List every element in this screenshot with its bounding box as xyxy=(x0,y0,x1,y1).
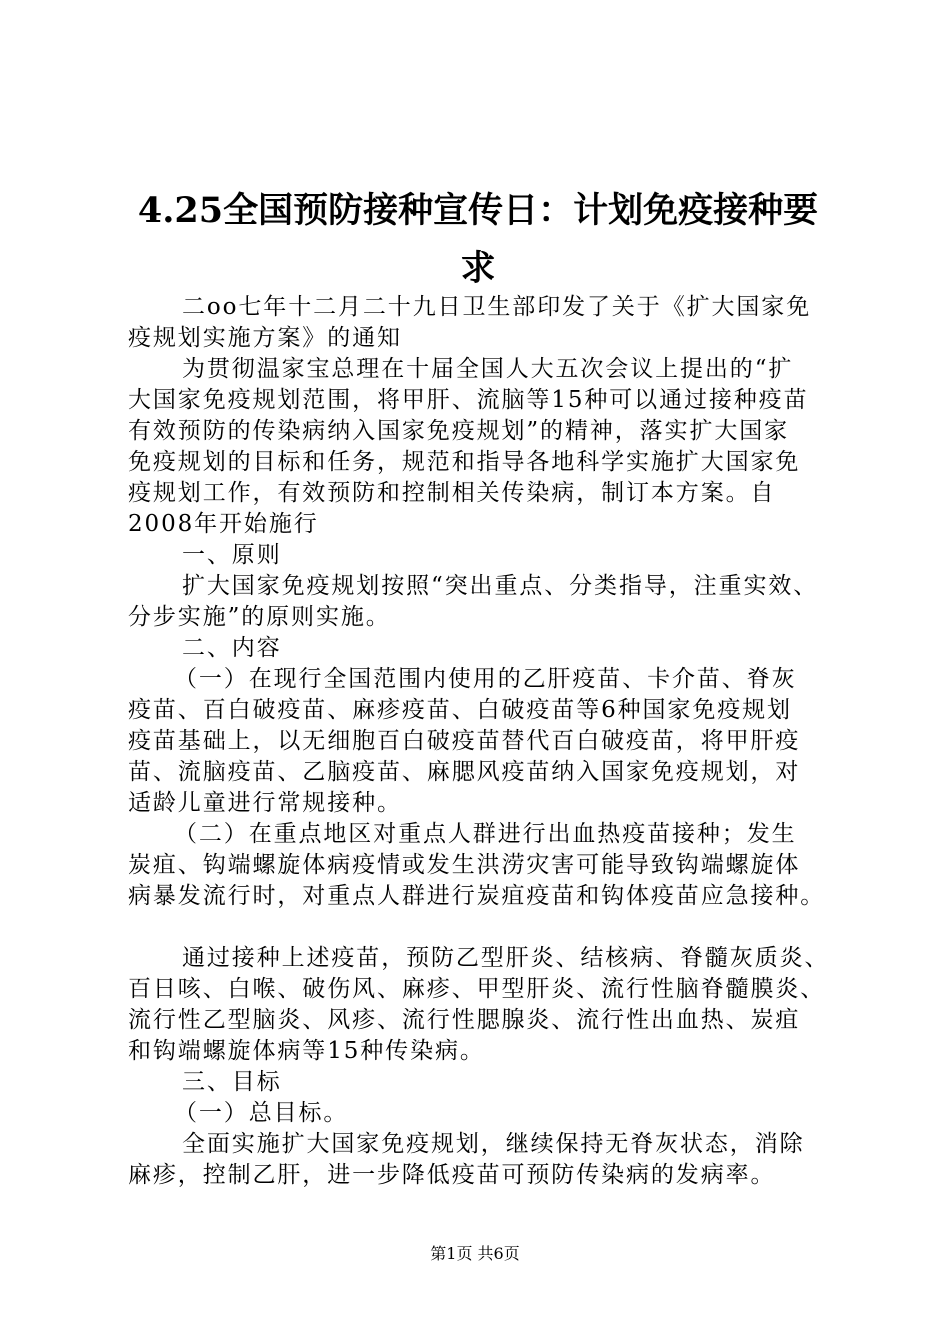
paragraph-line: 有效预防的传染病纳入国家免疫规划”的精神，落实扩大国家 xyxy=(128,418,790,444)
paragraph-line: 2008年开始施行 xyxy=(128,511,319,537)
paragraph-line: 分步实施”的原则实施。 xyxy=(128,604,391,630)
paragraph-line: 疫规划工作，有效预防和控制相关传染病，制订本方案。自 xyxy=(128,480,776,506)
paragraph-line: 二oo七年十二月二十九日卫生部印发了关于《扩大国家免 xyxy=(182,294,812,320)
title-line-2: 求 xyxy=(460,248,496,289)
page-footer: 第1页 共6页 xyxy=(430,1244,520,1263)
paragraph-line: 通过接种上述疫苗，预防乙型肝炎、结核病、脊髓灰质炎、 xyxy=(182,945,830,971)
section-heading: 三、目标 xyxy=(182,1069,282,1095)
paragraph-line: 疫苗基础上，以无细胞百白破疫苗替代百白破疫苗，将甲肝疫 xyxy=(128,728,801,754)
section-heading: 一、原则 xyxy=(182,542,282,568)
paragraph-line: （一）在现行全国范围内使用的乙肝疫苗、卡介苗、脊灰 xyxy=(174,666,797,692)
paragraph-line: 麻疹，控制乙肝，进一步降低疫苗可预防传染病的发病率。 xyxy=(128,1162,776,1188)
paragraph-line: 为贯彻温家宝总理在十届全国人大五次会议上提出的“扩 xyxy=(182,356,794,382)
paragraph-line: 百日咳、白喉、破伤风、麻疹、甲型肝炎、流行性脑脊髓膜炎、 xyxy=(128,976,826,1002)
paragraph-line: 疫苗、百白破疫苗、麻疹疫苗、白破疫苗等6种国家免疫规划 xyxy=(128,697,792,723)
paragraph-line: 流行性乙型脑炎、风疹、流行性腮腺炎、流行性出血热、炭疽 xyxy=(128,1007,801,1033)
paragraph-line: 免疫规划的目标和任务，规范和指导各地科学实施扩大国家免 xyxy=(128,449,801,475)
paragraph-line: 大国家免疫规划范围，将甲肝、流脑等15种可以通过接种疫苗 xyxy=(128,387,809,413)
document-title xyxy=(128,182,828,298)
paragraph-line: 扩大国家免疫规划按照“突出重点、分类指导，注重实效、 xyxy=(182,573,819,599)
paragraph-line: 病暴发流行时，对重点人群进行炭疽疫苗和钩体疫苗应急接种。 xyxy=(128,883,826,909)
paragraph-line: 炭疽、钩端螺旋体病疫情或发生洪涝灾害可能导致钩端螺旋体 xyxy=(128,852,801,878)
paragraph-line: 和钩端螺旋体病等15种传染病。 xyxy=(128,1038,485,1064)
paragraph-line: 苗、流脑疫苗、乙脑疫苗、麻腮风疫苗纳入国家免疫规划，对 xyxy=(128,759,801,785)
paragraph-line: （二）在重点地区对重点人群进行出血热疫苗接种；发生 xyxy=(174,821,797,847)
paragraph-line: 适龄儿童进行常规接种。 xyxy=(128,790,402,816)
paragraph-line: 疫规划实施方案》的通知 xyxy=(128,325,402,351)
section-heading: 二、内容 xyxy=(182,635,282,661)
paragraph-line: 全面实施扩大国家免疫规划，继续保持无脊灰状态，消除 xyxy=(182,1131,805,1157)
paragraph-gap xyxy=(128,912,850,943)
subsection-heading: （一）总目标。 xyxy=(174,1100,349,1126)
title-line-1: 4.25全国预防接种宣传日：计划免疫接种要 xyxy=(137,190,819,231)
document-body xyxy=(128,292,850,1191)
